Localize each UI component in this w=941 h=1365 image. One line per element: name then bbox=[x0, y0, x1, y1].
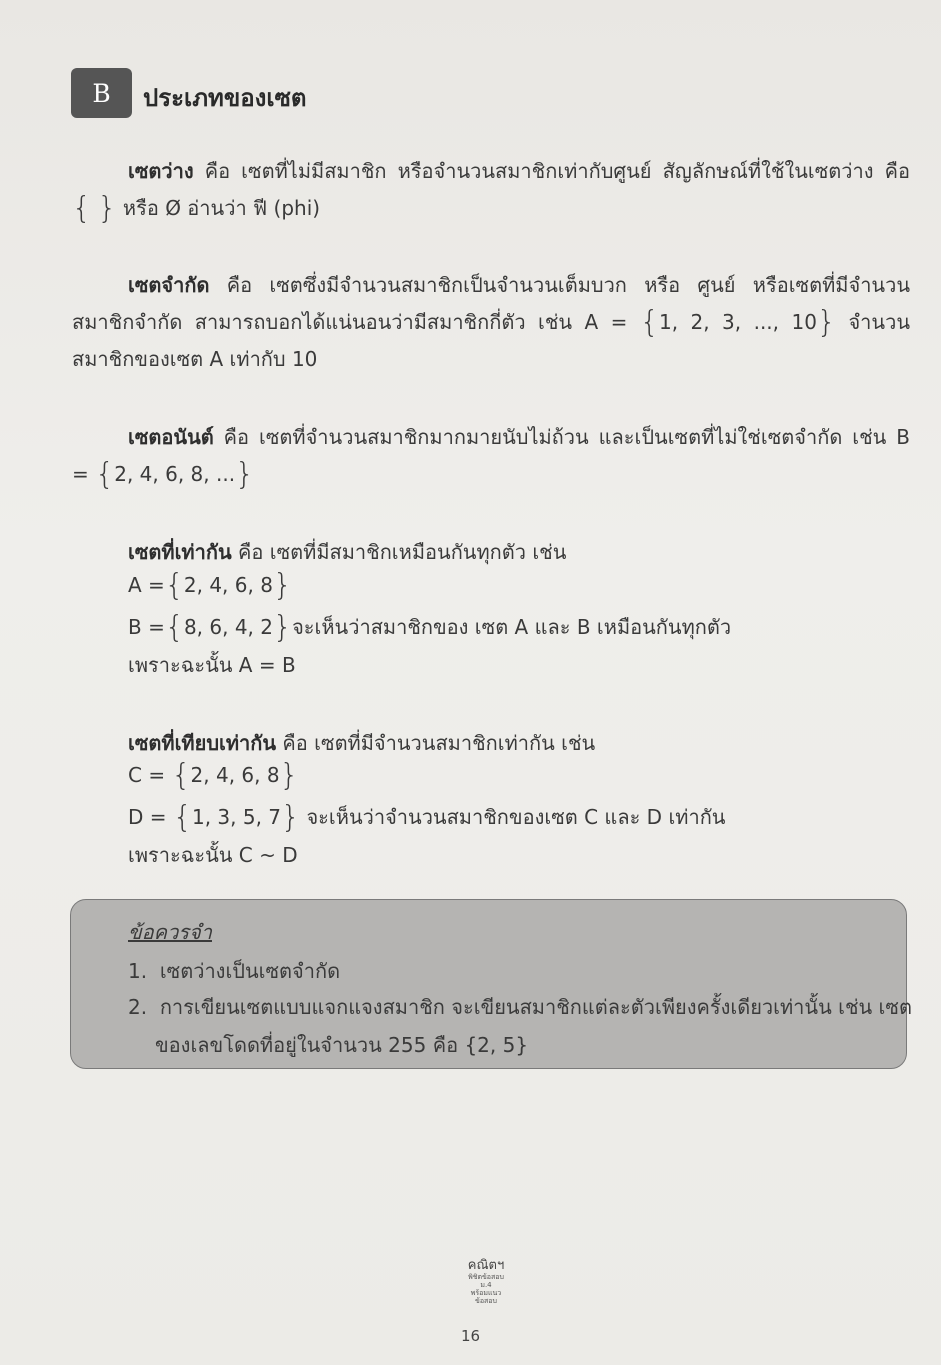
equal-sets-term: เซตที่เท่ากัน bbox=[128, 540, 232, 564]
set-c-brace-close: } bbox=[279, 758, 299, 793]
equivalent-sets-conclusion: เพราะฉะนั้น C ~ D bbox=[128, 843, 298, 867]
logo-subtitle-2: พร้อมแนวข้อสอบ bbox=[470, 1289, 502, 1305]
set-b-suffix: จะเห็นว่าสมาชิกของ เซต A และ B เหมือนกันทุกตัว bbox=[292, 615, 732, 639]
logo-subtitle-1: พิชิตข้อสอบ ม.4 bbox=[468, 1273, 504, 1289]
finite-set-text: คือ เซตซึ่งมีจำนวนสมาชิกเป็นจำนวนเต็มบวก หรือ ศูนย์ หรือเซตที่มีจำนวนสมาชิกจำกัด สามารถบอกได้แน่นอนว่ามีสมาชิกกี่ตัว เช่น A = bbox=[72, 273, 910, 334]
set-b-brace-open: { bbox=[164, 610, 184, 645]
finite-set-brace-close: } bbox=[816, 305, 837, 340]
set-d-suffix: จะเห็นว่าจำนวนสมาชิกของเซต C และ D เท่ากัน bbox=[300, 805, 726, 829]
equal-sets-line-b bbox=[128, 611, 731, 643]
empty-set-text-2: หรือ Ø อ่านว่า ฟี (phi) bbox=[116, 196, 321, 220]
logo-word: คณิตฯ bbox=[467, 1258, 505, 1273]
equivalent-sets-line-c bbox=[128, 758, 299, 793]
finite-set-members: 1, 2, 3, ..., 10 bbox=[658, 310, 817, 334]
infinite-set-term: เซตอนันต์ bbox=[128, 425, 214, 449]
set-a-brace-open: { bbox=[164, 568, 184, 603]
equal-sets-definition bbox=[128, 536, 566, 568]
section-title: ประเภทของเซต bbox=[143, 84, 307, 112]
equal-sets-line-a bbox=[128, 568, 293, 603]
equivalent-sets-line-d bbox=[128, 801, 725, 833]
note-item-number: 2. bbox=[128, 995, 148, 1019]
set-a-members: 2, 4, 6, 8 bbox=[183, 573, 273, 597]
note-item-text: การเขียนเซตแบบแจกแจงสมาชิก จะเขียนสมาชิกแต่ละตัวเพียงครั้งเดียวเท่านั้น เช่น เซต bbox=[159, 995, 912, 1019]
set-d-brace-open: { bbox=[172, 800, 192, 835]
finite-set-paragraph bbox=[72, 267, 910, 378]
set-b-members: 8, 6, 4, 2 bbox=[183, 615, 273, 639]
equivalent-sets-text: คือ เซตที่มีจำนวนสมาชิกเท่ากัน เช่น bbox=[276, 731, 596, 755]
infinite-set-text: คือ เซตที่จำนวนสมาชิกมากมายนับไม่ถ้วน และเป็นเซตที่ไม่ใช่เซตจำกัด เช่น B = bbox=[72, 425, 910, 486]
section-letter: B bbox=[92, 78, 111, 108]
equal-sets-text: คือ เซตที่มีสมาชิกเหมือนกันทุกตัว เช่น bbox=[231, 540, 567, 564]
note-item-2-continued: ของเลขโดดที่อยู่ในจำนวน 255 คือ {2, 5} bbox=[155, 1033, 529, 1057]
set-d-prefix: D = bbox=[128, 805, 173, 829]
set-c-brace-open: { bbox=[171, 758, 191, 793]
set-b-brace-close: } bbox=[272, 610, 293, 645]
set-c-prefix: C = bbox=[128, 763, 172, 787]
infinite-set-members: 2, 4, 6, 8, ... bbox=[114, 462, 236, 486]
set-d-members: 1, 3, 5, 7 bbox=[191, 805, 282, 829]
note-item-2 bbox=[128, 991, 912, 1023]
empty-set-brace-open: { bbox=[72, 191, 92, 226]
section-letter-badge bbox=[71, 68, 132, 118]
empty-set-text: คือ เซตที่ไม่มีสมาชิก หรือจำนวนสมาชิกเท่ากับศูนย์ สัญลักษณ์ที่ใช้ในเซตว่าง คือ bbox=[193, 159, 910, 183]
empty-set-paragraph bbox=[72, 153, 910, 227]
equivalent-sets-definition bbox=[128, 727, 595, 759]
set-d-brace-close: } bbox=[281, 800, 301, 835]
infinite-set-paragraph bbox=[72, 419, 910, 493]
note-item-text: เซตว่างเป็นเซตจำกัด bbox=[159, 959, 341, 983]
equivalent-sets-term: เซตที่เทียบเท่ากัน bbox=[128, 731, 277, 755]
page-number: 16 bbox=[460, 1327, 481, 1345]
finite-set-text-2: จำนวนสมาชิกของเซต A เท่ากับ 10 bbox=[72, 310, 910, 371]
note-item-1 bbox=[128, 955, 340, 987]
finite-set-term: เซตจำกัด bbox=[128, 273, 210, 297]
set-b-prefix: B = bbox=[128, 615, 165, 639]
empty-set-term: เซตว่าง bbox=[128, 159, 194, 183]
set-a-brace-close: } bbox=[272, 568, 293, 603]
book-logo bbox=[463, 1258, 509, 1304]
set-a-prefix: A = bbox=[128, 573, 165, 597]
equal-sets-conclusion: เพราะฉะนั้น A = B bbox=[128, 653, 296, 677]
infinite-set-brace-open: { bbox=[95, 457, 115, 492]
empty-set-brace-close: } bbox=[97, 191, 117, 226]
set-c-members: 2, 4, 6, 8 bbox=[190, 763, 280, 787]
note-title: ข้อควรจำ bbox=[128, 920, 212, 944]
infinite-set-brace-close: } bbox=[235, 457, 255, 492]
note-item-number: 1. bbox=[128, 959, 148, 983]
finite-set-brace-open: { bbox=[639, 305, 659, 340]
